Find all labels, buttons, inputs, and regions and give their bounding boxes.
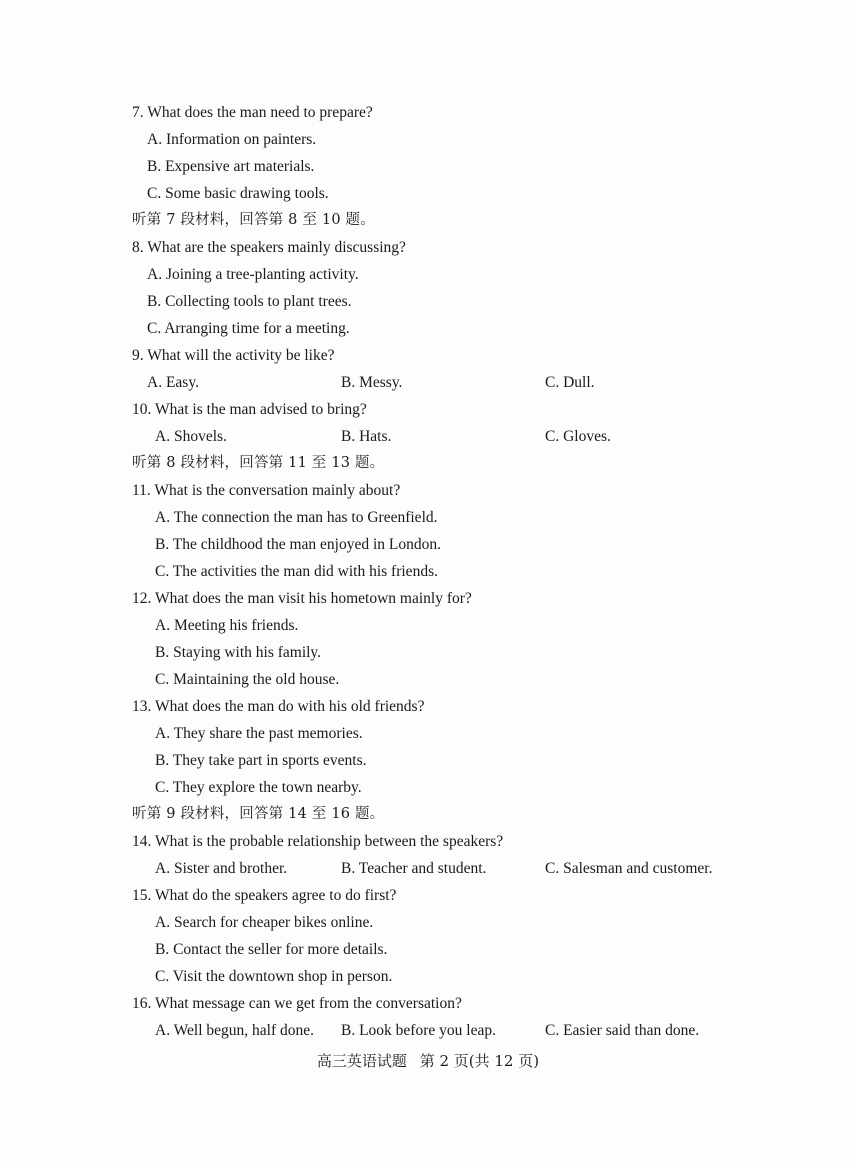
question-number: 8. <box>132 239 144 256</box>
question-12 <box>132 585 772 693</box>
question-stem <box>132 99 772 126</box>
question-stem <box>132 828 772 855</box>
question-text: What will the activity be like? <box>147 347 335 364</box>
options-row <box>132 1017 772 1044</box>
question-number: 14. <box>132 833 152 850</box>
question-number: 13. <box>132 698 152 715</box>
option: C. Dull. <box>545 374 595 391</box>
question-15 <box>132 882 772 990</box>
option: B. They take part in sports events. <box>155 752 367 769</box>
question-stem <box>132 585 772 612</box>
question-text: What is the probable relationship between the speakers? <box>154 833 504 850</box>
option: B. Expensive art materials. <box>147 158 315 175</box>
question-stem <box>132 396 772 423</box>
section-instruction: 听第 9 段材料，回答第 14 至 16 题。 <box>132 806 385 822</box>
question-text: What do the speakers agree to do first? <box>154 887 397 904</box>
option: A. Joining a tree-planting activity. <box>147 266 359 283</box>
option: A. They share the past memories. <box>155 725 363 742</box>
option: B. Look before you leap. <box>341 1022 496 1039</box>
question-number: 7. <box>132 104 144 121</box>
question-number: 11. <box>132 482 151 499</box>
question-16 <box>132 990 772 1044</box>
question-14 <box>132 828 772 882</box>
option: B. Collecting tools to plant trees. <box>147 293 352 310</box>
question-number: 12. <box>132 590 152 607</box>
options-row <box>132 423 772 450</box>
option: B. The childhood the man enjoyed in London. <box>155 536 441 553</box>
question-text: What is the conversation mainly about? <box>154 482 401 499</box>
option: C. Some basic drawing tools. <box>147 185 329 202</box>
footer-title: 高三英语试题 <box>316 1052 407 1070</box>
question-stem <box>132 882 772 909</box>
question-11 <box>132 477 772 585</box>
options-row <box>132 855 772 882</box>
footer-page-number: 第 2 页(共 12 页) <box>419 1052 540 1070</box>
options-row <box>132 369 772 396</box>
section-instruction: 听第 8 段材料，回答第 11 至 13 题。 <box>132 455 385 471</box>
option: B. Contact the seller for more details. <box>155 941 388 958</box>
question-text: What is the man advised to bring? <box>154 401 367 418</box>
option: B. Hats. <box>341 428 392 445</box>
question-number: 15. <box>132 887 152 904</box>
option: C. Visit the downtown shop in person. <box>155 968 393 985</box>
question-8 <box>132 234 772 342</box>
question-stem <box>132 477 772 504</box>
option: C. The activities the man did with his friends. <box>155 563 438 580</box>
question-text: What does the man do with his old friends? <box>154 698 425 715</box>
question-number: 16. <box>132 995 152 1012</box>
question-text: What does the man need to prepare? <box>147 104 373 121</box>
question-list <box>132 99 772 1044</box>
question-stem <box>132 990 772 1017</box>
option: A. The connection the man has to Greenfield. <box>155 509 438 526</box>
section-instruction: 听第 7 段材料，回答第 8 至 10 题。 <box>132 212 375 228</box>
question-text: What does the man visit his hometown mainly for? <box>154 590 472 607</box>
option: C. Salesman and customer. <box>545 860 713 877</box>
option: A. Easy. <box>147 374 199 391</box>
option: B. Teacher and student. <box>341 860 487 877</box>
question-number: 10. <box>132 401 152 418</box>
option: A. Sister and brother. <box>155 860 288 877</box>
question-7 <box>132 99 772 207</box>
question-text: What message can we get from the conversation? <box>154 995 462 1012</box>
option: A. Search for cheaper bikes online. <box>155 914 374 931</box>
option: A. Information on painters. <box>147 131 317 148</box>
option: C. Gloves. <box>545 428 611 445</box>
question-9 <box>132 342 772 396</box>
question-13 <box>132 693 772 801</box>
question-text: What are the speakers mainly discussing? <box>147 239 406 256</box>
option: B. Messy. <box>341 374 403 391</box>
page-footer <box>0 1050 856 1071</box>
option: B. Staying with his family. <box>155 644 322 661</box>
option: C. Maintaining the old house. <box>155 671 340 688</box>
option: A. Well begun, half done. <box>155 1022 315 1039</box>
question-stem <box>132 234 772 261</box>
question-10 <box>132 396 772 450</box>
question-number: 9. <box>132 347 144 364</box>
option: C. They explore the town nearby. <box>155 779 362 796</box>
option: A. Meeting his friends. <box>155 617 299 634</box>
question-stem <box>132 342 772 369</box>
question-stem <box>132 693 772 720</box>
option: C. Arranging time for a meeting. <box>147 320 350 337</box>
option: C. Easier said than done. <box>545 1022 700 1039</box>
option: A. Shovels. <box>155 428 227 445</box>
